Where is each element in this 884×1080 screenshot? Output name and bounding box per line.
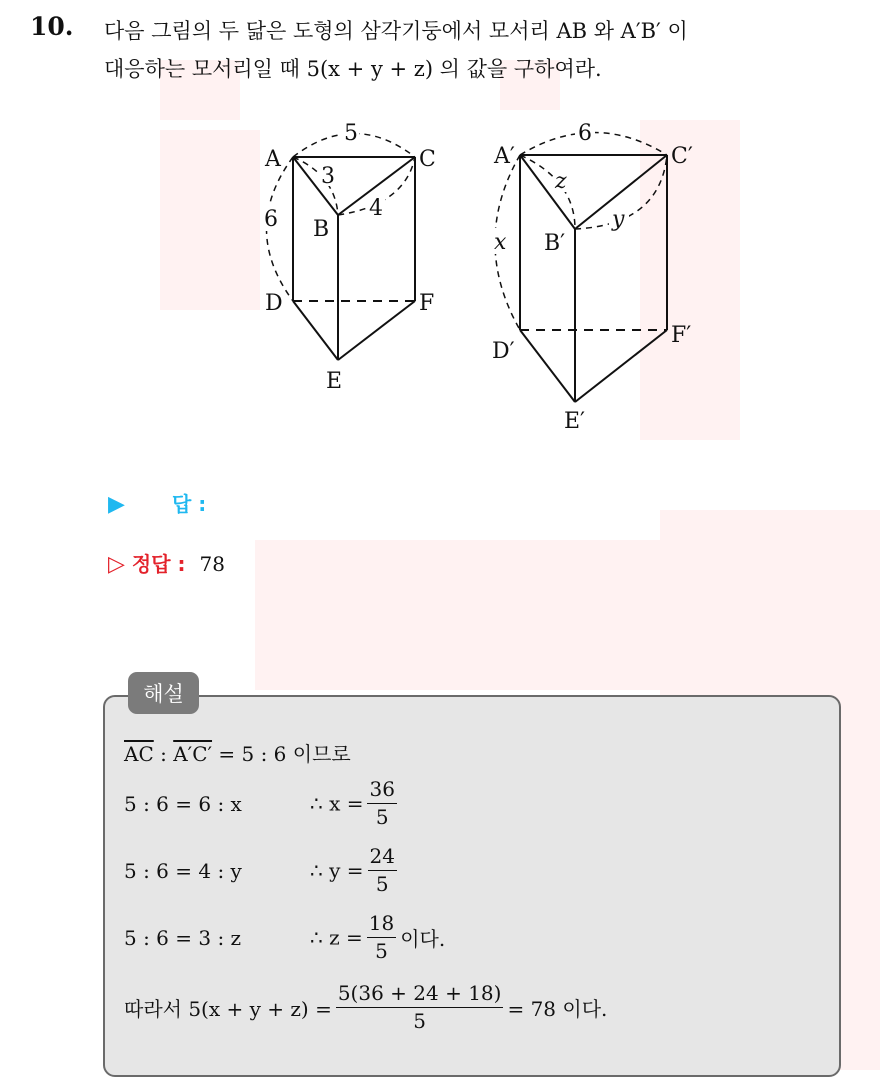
fraction-x-numerator: 36 <box>367 778 396 804</box>
eq-x-left: 5 : 6 = 6 : x <box>124 791 242 816</box>
vertex-label-A-prime: A′ <box>494 144 515 169</box>
edge-label-BC: 4 <box>369 196 383 221</box>
answer-row <box>108 488 206 517</box>
eq-y-left: 5 : 6 = 4 : y <box>124 858 242 883</box>
vertex-label-E: E <box>326 369 343 394</box>
final-suffix: = 78 이다. <box>507 997 608 1021</box>
fraction-y <box>368 845 397 896</box>
edge-label-B-prime-C-prime: y <box>612 207 625 232</box>
eq-x-right: ∴ x = <box>310 791 364 816</box>
open-triangle-icon: ▷ <box>108 552 125 577</box>
answer-label: 답 : <box>172 492 207 516</box>
correct-answer-row <box>108 548 225 577</box>
edge-label-A-prime-B-prime: z <box>555 169 567 194</box>
vertex-label-D: D <box>265 291 283 316</box>
edge-label-AD: 6 <box>264 207 278 232</box>
correct-answer-label: 정답 : <box>131 552 186 576</box>
eq-z-right: ∴ z = <box>310 925 363 950</box>
vertex-label-F: F <box>419 291 435 316</box>
eq-z-suffix: 이다. <box>400 927 446 951</box>
play-triangle-icon: ▶ <box>108 492 125 517</box>
fraction-z <box>367 912 396 963</box>
edge-label-A-prime-D-prime: x <box>494 230 507 255</box>
fraction-z-numerator: 18 <box>367 912 396 938</box>
edge-label-AC: 5 <box>344 121 358 146</box>
edge-label-AB: 3 <box>321 164 335 189</box>
eq-y-right: ∴ y = <box>310 858 364 883</box>
fraction-x <box>367 778 396 829</box>
segment-AC: $\overline{AC}$ <box>124 742 154 766</box>
solution-line-z <box>124 912 445 963</box>
vertex-label-C: C <box>419 147 436 172</box>
vertex-label-D-prime: D′ <box>492 339 515 364</box>
vertex-label-B-prime: B′ <box>544 231 566 256</box>
question-number: 10. <box>30 12 74 41</box>
fraction-x-denominator: 5 <box>375 805 389 829</box>
question-text-line1: 다음 그림의 두 닮은 도형의 삼각기둥에서 모서리 AB 와 A′B′ 이 <box>104 19 688 43</box>
prism-figure <box>0 0 884 460</box>
vertex-label-B: B <box>313 217 330 242</box>
fraction-z-denominator: 5 <box>375 939 388 963</box>
eq-z-left: 5 : 6 = 3 : z <box>124 925 242 950</box>
solution-line-y <box>124 845 401 896</box>
fraction-final-numerator: 5(36 + 24 + 18) <box>336 982 504 1008</box>
solution-line-final <box>124 982 607 1033</box>
segment-A-prime-C-prime: A′C′ <box>173 742 213 766</box>
question-text-line2: 대응하는 모서리일 때 5(x + y + z) 의 값을 구하여라. <box>104 57 602 81</box>
final-prefix: 따라서 5(x + y + z) = <box>124 997 332 1021</box>
vertex-label-C-prime: C′ <box>671 144 693 169</box>
solution-line-ratio: $\overline{AC}$ : A′C′ = 5 : 6 이므로 <box>124 742 351 766</box>
correct-answer-value: 78 <box>199 552 225 576</box>
fraction-final <box>336 982 504 1033</box>
solution-line-x <box>124 778 401 829</box>
vertex-label-E-prime: E′ <box>564 409 586 434</box>
solution-tag: 해설 <box>128 672 199 714</box>
edge-label-A-prime-C-prime: 6 <box>578 121 592 146</box>
ratio-text: = 5 : 6 이므로 <box>218 742 351 766</box>
vertex-label-A: A <box>265 147 281 172</box>
vertex-label-F-prime: F′ <box>671 323 692 348</box>
fraction-final-denominator: 5 <box>413 1009 426 1033</box>
fraction-y-numerator: 24 <box>368 845 397 871</box>
fraction-y-denominator: 5 <box>375 872 389 896</box>
